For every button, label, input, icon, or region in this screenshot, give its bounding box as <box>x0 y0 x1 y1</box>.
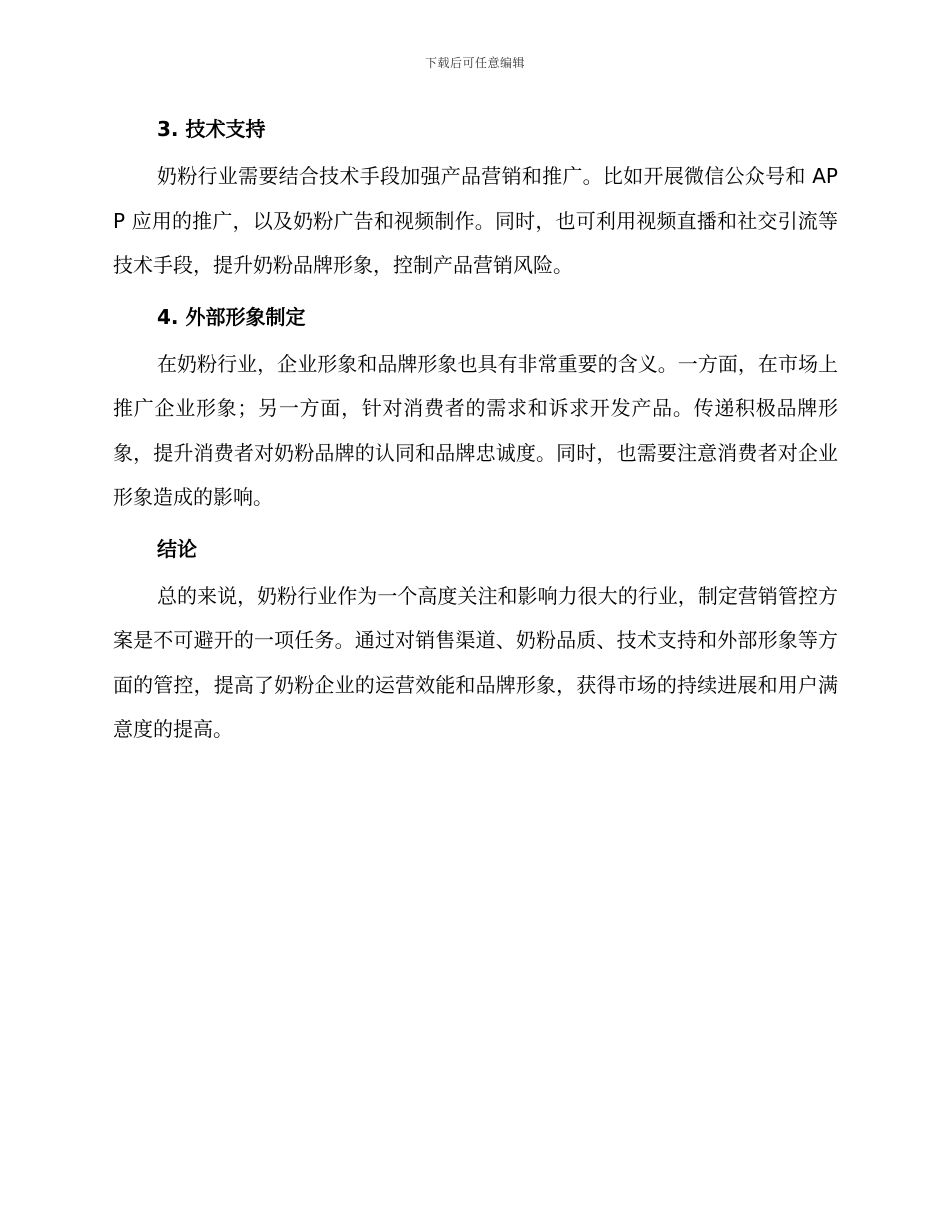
section-heading: 4. 外部形象制定 <box>157 304 306 329</box>
section-technical-support <box>113 112 838 288</box>
section-paragraph: 总的来说，奶粉行业作为一个高度关注和影响力很大的行业，制定营销管控方案是不可避开的一项任务。通过对销售渠道、奶粉品质、技术支持和外部形象等方面的管控，提高了奶粉企业的运营效能和品牌形象，获得市场的持续进展和用户满意度的提高。 <box>113 583 838 741</box>
document-body <box>113 112 838 764</box>
page-header: 下载后可任意编辑 <box>424 56 525 70</box>
section-paragraph: 奶粉行业需要结合技术手段加强产品营销和推广。比如开展微信公众号和 APP 应用的推广，以及奶粉广告和视频制作。同时，也可利用视频直播和社交引流等技术手段，提升奶粉品牌形象，控制产品营销风险。 <box>113 164 838 277</box>
section-heading: 结论 <box>157 536 197 561</box>
section-conclusion <box>113 532 838 752</box>
section-paragraph: 在奶粉行业，企业形象和品牌形象也具有非常重要的含义。一方面，在市场上推广企业形象；另一方面，针对消费者的需求和诉求开发产品。传递积极品牌形象，提升消费者对奶粉品牌的认同和品牌忠诚度。同时，也需要注意消费者对企业形象造成的影响。 <box>113 351 838 509</box>
section-external-image <box>113 300 838 520</box>
section-heading: 3. 技术支持 <box>157 117 266 141</box>
